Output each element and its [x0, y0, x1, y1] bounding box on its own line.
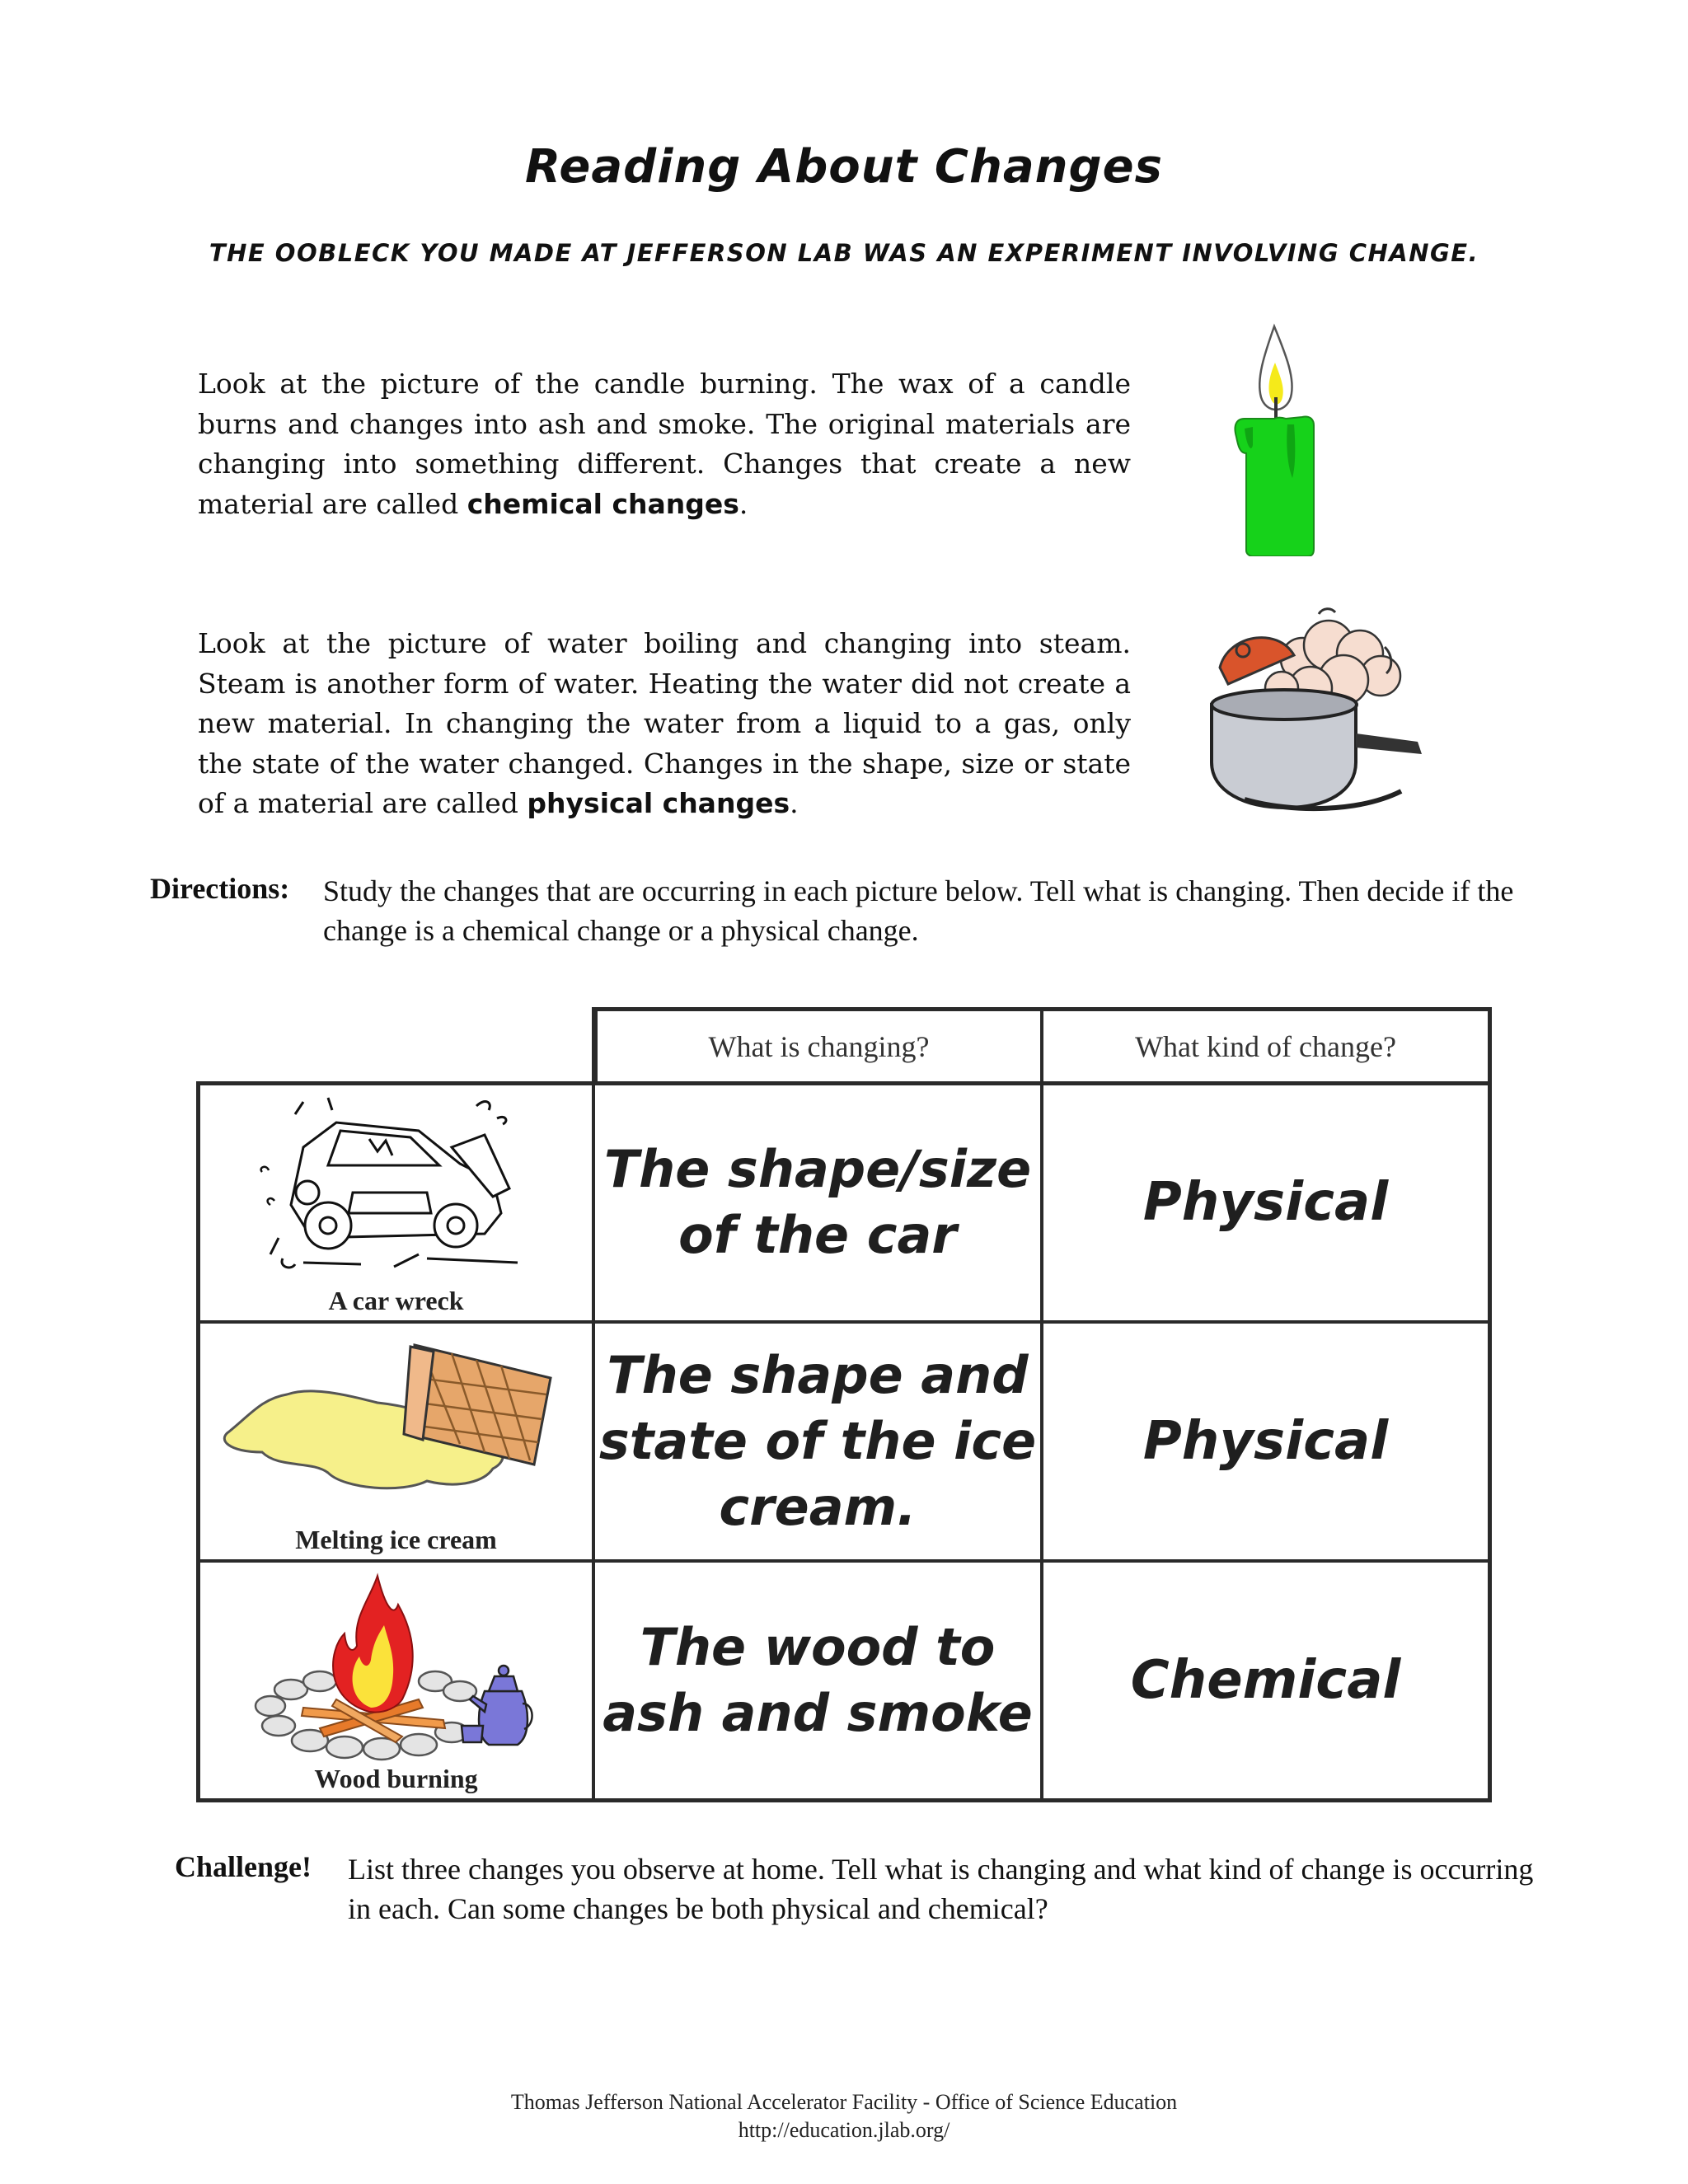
header-what-changing: What is changing? [708, 1029, 930, 1063]
answer-kind-of-change: Chemical [1130, 1650, 1401, 1711]
row-caption: Melting ice cream [295, 1525, 497, 1554]
header-kind-of-change: What kind of change? [1135, 1029, 1396, 1063]
footer-url: http://education.jlab.org/ [738, 2118, 950, 2142]
intro-text-end: . [738, 487, 748, 520]
intro-text: Look at the picture of water boiling and changing into steam. Steam is another form of water. Heating the water did not create a new material. In changing the water from a liquid to a gas, only the state of the water changed. Changes in the shape, size or state of a material are called [198, 627, 1131, 819]
intro-text: Look at the picture of the candle burning. The wax of a candle burns and changes into ash and smoke. The original materials are changing into something different. Changes that create a new material are called [198, 368, 1131, 520]
candle-icon [1228, 321, 1327, 556]
answer-what-changing: The shape/size of the car [603, 1139, 1032, 1265]
row-caption: A car wreck [328, 1286, 464, 1315]
challenge-text: List three changes you observe at home. Tell what is changing and what kind of change is occurring in each. Can some changes be both physical and chemical? [348, 1853, 1534, 1925]
answer-what-changing: The shape and state of the ice cream. [598, 1345, 1037, 1537]
boiling-pot-icon [1195, 598, 1434, 812]
answer-kind-of-change: Physical [1142, 1411, 1389, 1472]
intro-text-end: . [790, 787, 799, 819]
challenge-label: Challenge! [175, 1850, 312, 1883]
directions-label: Directions: [150, 872, 290, 905]
intro-paragraph-physical [198, 624, 1131, 824]
directions-text: Study the changes that are occurring in each picture below. Tell what is changing. Then decide if the change is a chemical change or a physical change. [323, 874, 1514, 947]
page-subtitle: THE OOBLECK YOU MADE AT JEFFERSON LAB WAS AN EXPERIMENT INVOLVING CHANGE. [209, 239, 1479, 267]
melting-ice-cream-icon [213, 1337, 575, 1518]
campfire-icon [254, 1568, 534, 1765]
key-term-chemical: chemical changes [467, 487, 739, 520]
intro-paragraph-chemical [198, 364, 1131, 524]
key-term-physical: physical changes [527, 787, 790, 819]
row-caption: Wood burning [314, 1764, 478, 1793]
car-wreck-icon [246, 1090, 542, 1279]
changes-table [196, 1007, 1492, 1802]
answer-kind-of-change: Physical [1142, 1172, 1389, 1233]
answer-what-changing: The wood to ash and smoke [603, 1617, 1033, 1743]
footer-organization: Thomas Jefferson National Accelerator Facility - Office of Science Education [510, 2090, 1178, 2114]
page-title: Reading About Changes [525, 140, 1163, 194]
